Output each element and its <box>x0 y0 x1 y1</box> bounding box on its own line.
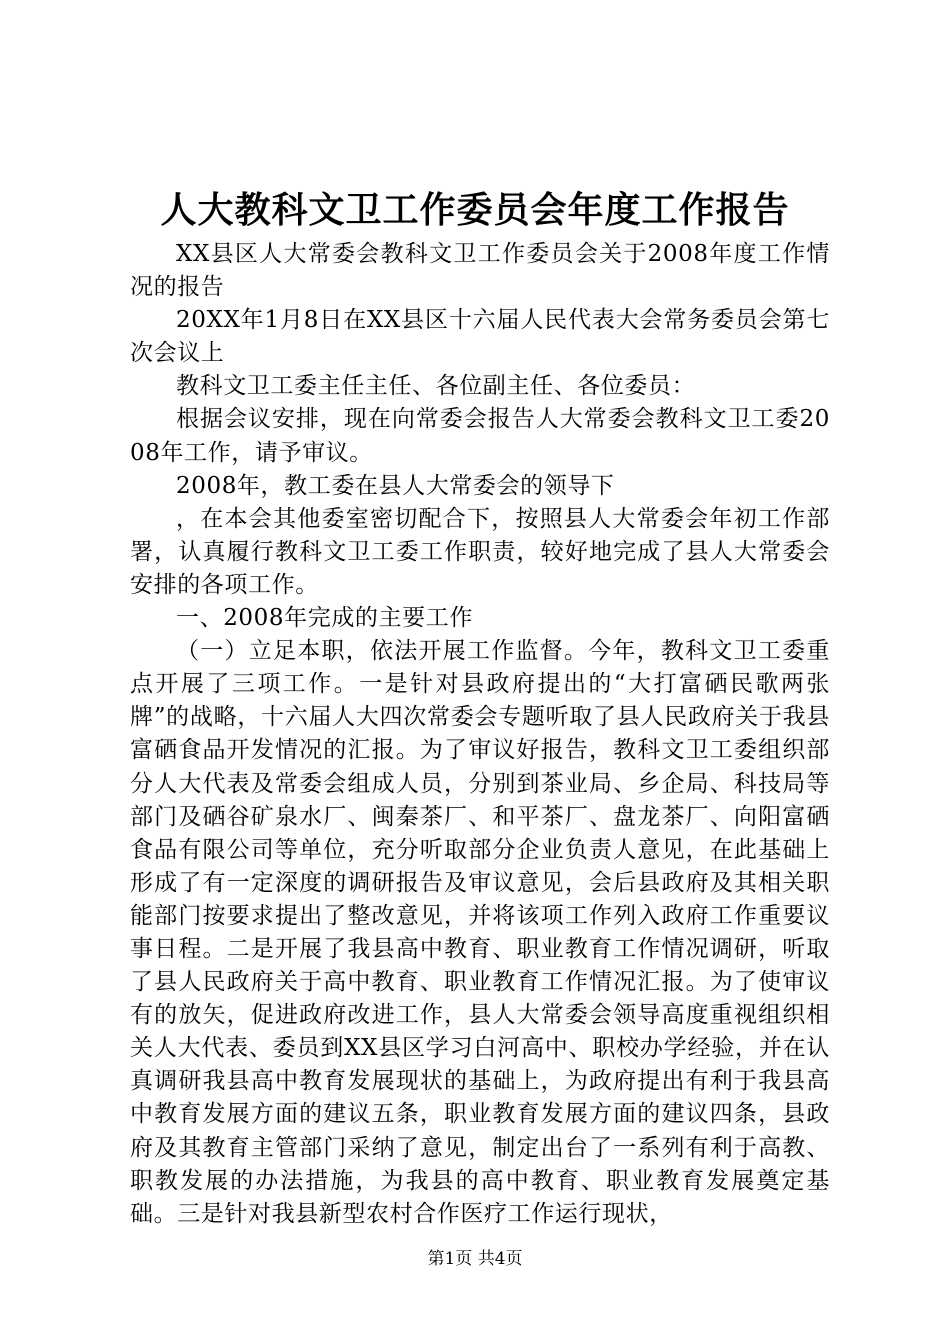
paragraph-cooperation: ，在本会其他委室密切配合下，按照县人大常委会年初工作部署，认真履行教科文卫工委工作职责，较好地完成了县人大常委会安排的各项工作。 <box>130 505 830 598</box>
paragraph-salutation: 教科文卫工委主任主任、各位副主任、各位委员： <box>176 373 696 400</box>
paragraph-supervision: （一）立足本职，依法开展工作监督。今年，教科文卫工委重点开展了三项工作。一是针对县政府提出的“大打富硒民歌两张牌”的战略，十六届人大四次常委会专题听取了县人民政府关于我县富硒食品开发情况的汇报。为了审议好报告，教科文卫工委组织部分人大代表及常委会组成人员，分别到茶业局、乡企局、科技局等部门及硒谷矿泉水厂、闽秦茶厂、和平茶厂、盘龙茶厂、向阳富硒食品有限公司等单位，充分听取部分企业负责人意见，在此基础上形成了有一定深度的调研报告及审议意见，会后县政府及其相关职能部门按要求提出了整改意见，并将该项工作列入政府工作重要议事日程。二是开展了我县高中教育、职业教育工作情况调研，听取了县人民政府关于高中教育、职业教育工作情况汇报。为了使审议有的放矢，促进政府改进工作，县人大常委会领导高度重视组织相关人大代表、委员到XX县区学习白河高中、职校办学经验，并在认真调研我县高中教育发展现状的基础上，为政府提出有利于我县高中教育发展方面的建议五条，职业教育发展方面的建议四条，县政府及其教育主管部门采纳了意见，制定出台了一系列有利于高教、职教发展的办法措施，为我县的高中教育、职业教育发展奠定基础。三是针对我县新型农村合作医疗工作运行现状， <box>130 638 830 1227</box>
paragraph-report-heading: XX县区人大常委会教科文卫工作委员会关于2008年度工作情况的报告 <box>130 241 830 301</box>
paragraph-intro: 根据会议安排，现在向常委会报告人大常委会教科文卫工委2008年工作，请予审议。 <box>130 406 830 466</box>
paragraph-leadership: 2008年，教工委在县人大常委会的领导下 <box>176 472 615 499</box>
section-heading-main-work: 一、2008年完成的主要工作 <box>176 605 473 632</box>
page-number: 第1页 共4页 <box>427 1249 523 1269</box>
document-body <box>130 238 830 1231</box>
document-title: 人大教科文卫工作委员会年度工作报告 <box>160 189 790 231</box>
paragraph-meeting-date: 20XX年1月8日在XX县区十六届人民代表大会常务委员会第七次会议上 <box>130 307 830 367</box>
